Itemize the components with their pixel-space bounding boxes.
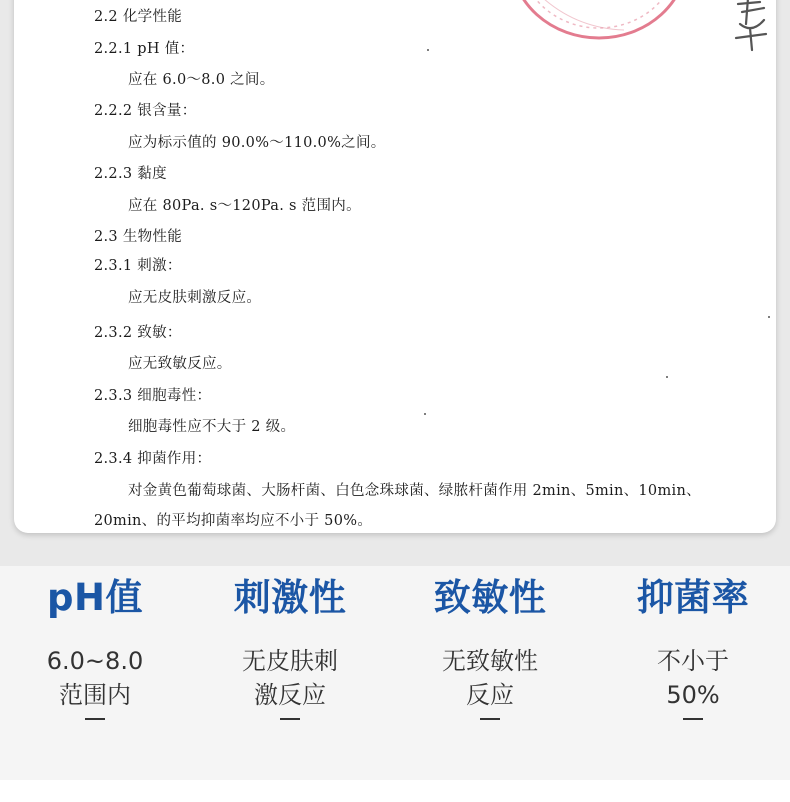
feature-description — [195, 644, 385, 712]
scan-speck — [427, 49, 429, 51]
body-text: 20min、的平均抑菌率均应不小于 50%。 — [94, 513, 373, 529]
body-text: 应无致敏反应。 — [128, 356, 232, 372]
body-text: 应在 80Pa. s～120Pa. s 范围内。 — [128, 198, 361, 214]
feature-desc-line: 激反应 — [254, 681, 326, 709]
section-heading: 2.3 生物性能 — [94, 229, 183, 245]
subsection-heading: 2.3.1 刺激： — [94, 258, 182, 274]
feature-title: 致敏性 — [433, 576, 547, 619]
body-text: 应为标示值的 90.0%～110.0%之间。 — [128, 135, 386, 151]
body-text: 应在 6.0～8.0 之间。 — [128, 72, 275, 88]
body-text: 细胞毒性应不大于 2 级。 — [128, 419, 296, 435]
subsection-heading: 2.2.2 银含量： — [94, 103, 197, 119]
feature-underline — [85, 718, 105, 720]
feature-desc-line: 6.0~8.0 — [46, 647, 144, 675]
subsection-heading: 2.3.2 致敏： — [94, 325, 182, 341]
scan-speck — [424, 413, 426, 415]
scan-speck — [666, 376, 668, 378]
feature-ph — [0, 574, 190, 720]
feature-antibacterial — [598, 574, 788, 720]
scan-speck — [768, 316, 770, 318]
feature-title: 抑菌率 — [636, 576, 750, 619]
feature-title: pH值 — [47, 576, 143, 619]
feature-desc-line: 无皮肤刺 — [242, 647, 338, 675]
handwritten-mark — [730, 0, 772, 54]
feature-description — [395, 644, 585, 712]
body-text: 对金黄色葡萄球菌、大肠杆菌、白色念珠球菌、绿脓杆菌作用 2min、5min、10min、 — [128, 483, 701, 499]
feature-description — [598, 644, 788, 712]
seal-stamp — [504, 0, 694, 48]
feature-desc-line: 不小于 — [657, 647, 729, 675]
subsection-heading: 2.3.4 抑菌作用： — [94, 451, 212, 467]
feature-underline — [683, 718, 703, 720]
footer-strip — [0, 780, 790, 802]
feature-desc-line: 反应 — [466, 681, 514, 709]
feature-irritation — [195, 574, 385, 720]
feature-sensitization — [395, 574, 585, 720]
feature-underline — [480, 718, 500, 720]
subsection-heading: 2.3.3 细胞毒性： — [94, 388, 212, 404]
feature-desc-line: 无致敏性 — [442, 647, 538, 675]
feature-title: 刺激性 — [233, 576, 347, 619]
document-scan-card — [14, 0, 776, 533]
body-text: 应无皮肤刺激反应。 — [128, 290, 262, 306]
feature-underline — [280, 718, 300, 720]
subsection-heading: 2.2.3 黏度 — [94, 166, 167, 182]
feature-description — [0, 644, 190, 712]
feature-desc-line: 50% — [666, 681, 720, 709]
subsection-heading: 2.2.1 pH 值： — [94, 41, 195, 57]
feature-desc-line: 范围内 — [59, 681, 131, 709]
section-heading: 2.2 化学性能 — [94, 9, 183, 25]
